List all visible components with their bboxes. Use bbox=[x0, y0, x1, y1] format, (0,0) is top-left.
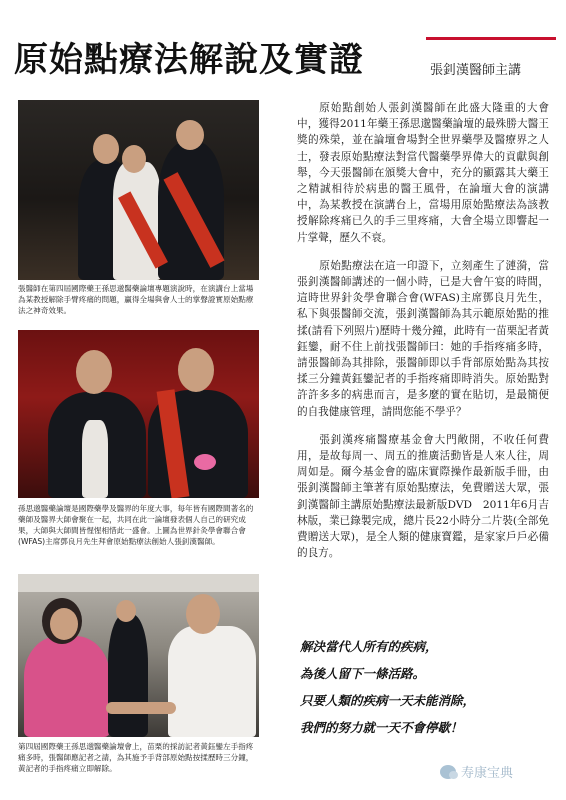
header-accent-rule bbox=[426, 37, 556, 40]
slogan-line: 為後人留下一條活路。 bbox=[300, 666, 426, 681]
body-paragraph: 原始點創始人張釗漢醫師在此盛大隆重的大會中，獲得2011年藥王孫思邈醫藥論壇的最殊勝大醫王獎的殊榮，並在論壇會場對全世界藥學及醫療界之人士，發表原始點療法對當代醫藥學界偉大的貢獻與創舉，今天張醫師在頒獎大會中，充分的顯露其大藥王之精誠相待於病患的醫王風骨，在論壇大會的演講中，為某教授在演講台上，當場用原始點療法為該教授解除疼痛已久的手三里疼痛，大會全場立即響起一片掌聲，歷久不衰。 bbox=[297, 102, 549, 244]
figure-wfas-chairman-head bbox=[76, 350, 112, 394]
slogan-line: 我們的努力就一天不會停歇！ bbox=[300, 720, 463, 735]
slogan-line: 解決當代人所有的疾病， bbox=[300, 639, 438, 654]
figure-bystander-head bbox=[116, 600, 136, 622]
corsage-flower bbox=[194, 454, 216, 470]
photo1-caption: 張醫師在第四屆國際藥王孫思邈醫藥論壇專題演說時，在演講台上當場為某教授解除手臂疼痛的問題，贏得全場與會人士的掌聲證實原始點療法之神奇效果。 bbox=[18, 284, 254, 315]
figure-presenter-head bbox=[93, 134, 119, 164]
figure-reporter-head bbox=[50, 608, 78, 640]
body-paragraph: 張釗漢疼痛醫療基金會大門敞開，不收任何費用，是故每周一、周五的推廣活動皆是人來人往，周周如是。爾今基金會的臨床實際操作最新版手冊，由張釗漢醫師主筆著有原始點療法，免費贈送大眾，張釗漢醫師主講原始點療法最新版DVD 2011年6月吉林版，業已錄製完成，總片長22小時分二片裝(全部免費贈送大眾)，是全人類的健康寶鑑，是家家戶戶必備的良方。 bbox=[297, 433, 549, 560]
photo-lecture-stage bbox=[18, 100, 259, 280]
figure-doctor-head bbox=[178, 348, 214, 392]
watermark bbox=[440, 762, 513, 781]
photo2-caption: 孫思邈醫藥論壇是國際藥學及醫界的年度大事，每年皆有國際間著名的藥師及醫界大師會聚在一起，共同在此一論壇發表個人自己的研究成果，大師與大師間皆惺惺相惜此一盛會。上圖為世界針灸學會聯合會(WFAS)主席鄧良月先生拜會原始點療法創始人張釗漢醫師。 bbox=[18, 504, 254, 546]
wechat-icon bbox=[440, 765, 456, 779]
ceiling bbox=[18, 574, 259, 592]
page-title: 原始點療法解說及實證 bbox=[14, 40, 364, 80]
figure-professor-head bbox=[122, 145, 146, 173]
slogan-line: 只要人類的疾病一天未能消除， bbox=[300, 693, 476, 708]
figure-reporter bbox=[24, 636, 110, 737]
photo-wfas-meeting bbox=[18, 330, 259, 498]
photo3-caption: 第四屆國際藥王孫思邈醫藥論壇會上，苗栗的採訪記者黃鈺鑾左手指疼痛多時，張醫師應記者之請，為其施予手背部原始點按揉歷時三分鐘，黃記者的手指疼痛立即解除。 bbox=[18, 742, 254, 773]
figure-bystander bbox=[108, 614, 148, 737]
figure-doctor bbox=[168, 626, 256, 737]
body-paragraph: 原始點療法在這一印證下，立刻產生了漣漪，當張釗漢醫師講述的一個小時，已是大會午宴的時間，這時世界針灸學會聯合會(WFAS)主席鄧良月先生，私下與張醫師交流，張釗漢醫師為其示範原始點的推揉(請看下列照片)歷時十幾分鐘，此時有一苗栗記者黃鈺鑾，耐不住上前找張醫師曰：她的手指疼痛多時，請張醫師為其排除，張醫師即以手背部原始點為其按揉三分鐘黃鈺鑾記者的手指疼痛即時消失。原始點對許許多多的病患而言，是多麼的實在貼切，是最簡便的自我健康管理，請問您能不學乎？ bbox=[297, 259, 549, 418]
figure-doctor-head bbox=[186, 594, 220, 634]
article-body bbox=[297, 100, 549, 573]
slogan-block bbox=[300, 633, 550, 741]
photo-treatment-demo bbox=[18, 574, 259, 737]
figure-doctor-head bbox=[176, 120, 204, 150]
hands-treatment bbox=[106, 702, 176, 714]
author-byline: 張釗漢醫師主講 bbox=[430, 63, 522, 78]
figure-wfas-shirt bbox=[82, 420, 108, 498]
watermark-text: 寿康宝典 bbox=[461, 766, 514, 781]
